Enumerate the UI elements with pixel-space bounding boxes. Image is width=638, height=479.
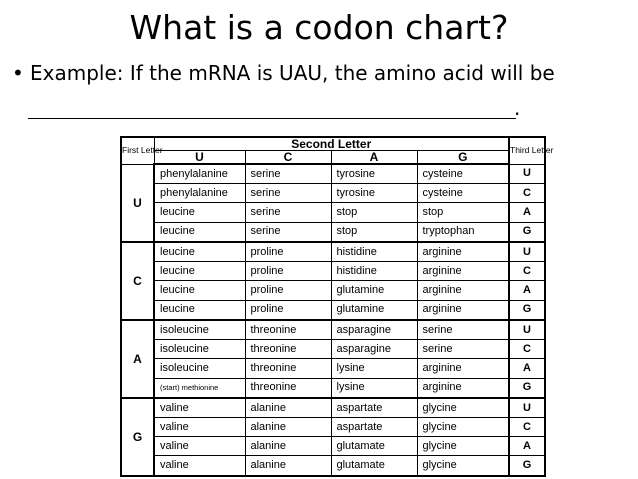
amino-acid-cell: cysteine: [417, 164, 509, 184]
amino-acid-cell: glycine: [417, 456, 509, 476]
amino-acid-cell: glutamate: [331, 437, 417, 456]
start-codon-label: (start) methionine: [160, 383, 219, 393]
amino-acid-cell: stop: [417, 203, 509, 222]
third-letter-cell: G: [509, 456, 545, 476]
amino-acid-cell: glycine: [417, 398, 509, 418]
bullet-item: [12, 61, 555, 85]
table-row: [121, 418, 545, 437]
amino-acid-cell: isoleucine: [154, 359, 245, 378]
amino-acid-cell: tyrosine: [331, 184, 417, 203]
amino-acid-cell: arginine: [417, 378, 509, 398]
amino-acid-cell: tryptophan: [417, 222, 509, 242]
amino-acid-cell: isoleucine: [154, 320, 245, 340]
third-letter-cell: A: [509, 281, 545, 300]
bullet-text: Example: If the mRNA is UAU, the amino acid will be: [30, 61, 555, 85]
third-letter-cell: U: [509, 242, 545, 262]
slide-title: What is a codon chart?: [129, 8, 509, 47]
amino-acid-cell: valine: [154, 456, 245, 476]
codon-table-body: [121, 164, 545, 476]
amino-acid-cell: proline: [245, 262, 331, 281]
amino-acid-cell: alanine: [245, 437, 331, 456]
amino-acid-cell: alanine: [245, 456, 331, 476]
amino-acid-cell: valine: [154, 437, 245, 456]
third-letter-cell: G: [509, 300, 545, 320]
amino-acid-cell: phenylalanine: [154, 184, 245, 203]
table-row: [121, 340, 545, 359]
amino-acid-cell: arginine: [417, 242, 509, 262]
amino-acid-cell: serine: [245, 222, 331, 242]
amino-acid-cell: histidine: [331, 262, 417, 281]
third-letter-cell: U: [509, 320, 545, 340]
amino-acid-cell: asparagine: [331, 320, 417, 340]
first-letter-c: C: [121, 242, 154, 320]
bullet-symbol: •: [12, 61, 24, 85]
second-letter-header: Second Letter: [154, 137, 509, 151]
third-letter-header: Third Letter: [509, 137, 545, 164]
third-letter-cell: U: [509, 164, 545, 184]
answer-blank-line: [28, 98, 516, 119]
first-letter-a: A: [121, 320, 154, 398]
amino-acid-cell: stop: [331, 222, 417, 242]
third-letter-cell: A: [509, 359, 545, 378]
table-row: [121, 222, 545, 242]
amino-acid-cell: arginine: [417, 281, 509, 300]
third-letter-cell: G: [509, 222, 545, 242]
amino-acid-cell: glycine: [417, 418, 509, 437]
amino-acid-cell: lysine: [331, 359, 417, 378]
amino-acid-cell: aspartate: [331, 398, 417, 418]
amino-acid-cell: leucine: [154, 222, 245, 242]
amino-acid-cell: glutamine: [331, 300, 417, 320]
amino-acid-cell: aspartate: [331, 418, 417, 437]
amino-acid-cell: leucine: [154, 300, 245, 320]
table-row: [121, 300, 545, 320]
amino-acid-cell: glutamine: [331, 281, 417, 300]
third-letter-cell: A: [509, 437, 545, 456]
amino-acid-cell: histidine: [331, 242, 417, 262]
amino-acid-cell: arginine: [417, 359, 509, 378]
table-row: [121, 203, 545, 222]
table-header-row-1: [121, 137, 545, 151]
first-letter-g: G: [121, 398, 154, 476]
amino-acid-cell: glutamate: [331, 456, 417, 476]
first-letter-u: U: [121, 164, 154, 242]
amino-acid-cell: arginine: [417, 262, 509, 281]
table-row: [121, 398, 545, 418]
amino-acid-cell: serine: [417, 340, 509, 359]
table-row: [121, 164, 545, 184]
table-row: [121, 359, 545, 378]
third-letter-cell: U: [509, 398, 545, 418]
first-letter-header: First Letter: [121, 137, 154, 164]
amino-acid-cell: isoleucine: [154, 340, 245, 359]
amino-acid-cell: threonine: [245, 378, 331, 398]
table-header-row-2: [121, 151, 545, 165]
second-letter-g: G: [417, 151, 509, 165]
table-row: [121, 262, 545, 281]
table-row: [121, 456, 545, 476]
table-row: [121, 378, 545, 398]
table-row: [121, 437, 545, 456]
amino-acid-cell: arginine: [417, 300, 509, 320]
amino-acid-cell: asparagine: [331, 340, 417, 359]
table-row: [121, 320, 545, 340]
third-letter-cell: C: [509, 184, 545, 203]
amino-acid-cell: leucine: [154, 203, 245, 222]
amino-acid-cell: [154, 378, 245, 398]
amino-acid-cell: valine: [154, 398, 245, 418]
amino-acid-cell: proline: [245, 281, 331, 300]
second-letter-a: A: [331, 151, 417, 165]
third-letter-cell: A: [509, 203, 545, 222]
amino-acid-cell: alanine: [245, 418, 331, 437]
amino-acid-cell: tyrosine: [331, 164, 417, 184]
answer-period: .: [514, 96, 521, 120]
amino-acid-cell: proline: [245, 300, 331, 320]
amino-acid-cell: lysine: [331, 378, 417, 398]
third-letter-cell: C: [509, 340, 545, 359]
amino-acid-cell: serine: [245, 164, 331, 184]
second-letter-c: C: [245, 151, 331, 165]
table-row: [121, 281, 545, 300]
amino-acid-cell: threonine: [245, 340, 331, 359]
amino-acid-cell: threonine: [245, 320, 331, 340]
amino-acid-cell: stop: [331, 203, 417, 222]
second-letter-u: U: [154, 151, 245, 165]
third-letter-cell: C: [509, 418, 545, 437]
amino-acid-cell: serine: [417, 320, 509, 340]
codon-chart-table: [120, 136, 554, 477]
amino-acid-cell: alanine: [245, 398, 331, 418]
amino-acid-cell: serine: [245, 203, 331, 222]
amino-acid-cell: cysteine: [417, 184, 509, 203]
third-letter-cell: C: [509, 262, 545, 281]
amino-acid-cell: leucine: [154, 262, 245, 281]
amino-acid-cell: valine: [154, 418, 245, 437]
table-row: [121, 184, 545, 203]
amino-acid-cell: glycine: [417, 437, 509, 456]
third-letter-cell: G: [509, 378, 545, 398]
amino-acid-cell: phenylalanine: [154, 164, 245, 184]
amino-acid-cell: leucine: [154, 281, 245, 300]
amino-acid-cell: leucine: [154, 242, 245, 262]
amino-acid-cell: serine: [245, 184, 331, 203]
amino-acid-cell: proline: [245, 242, 331, 262]
amino-acid-cell: threonine: [245, 359, 331, 378]
table-row: [121, 242, 545, 262]
